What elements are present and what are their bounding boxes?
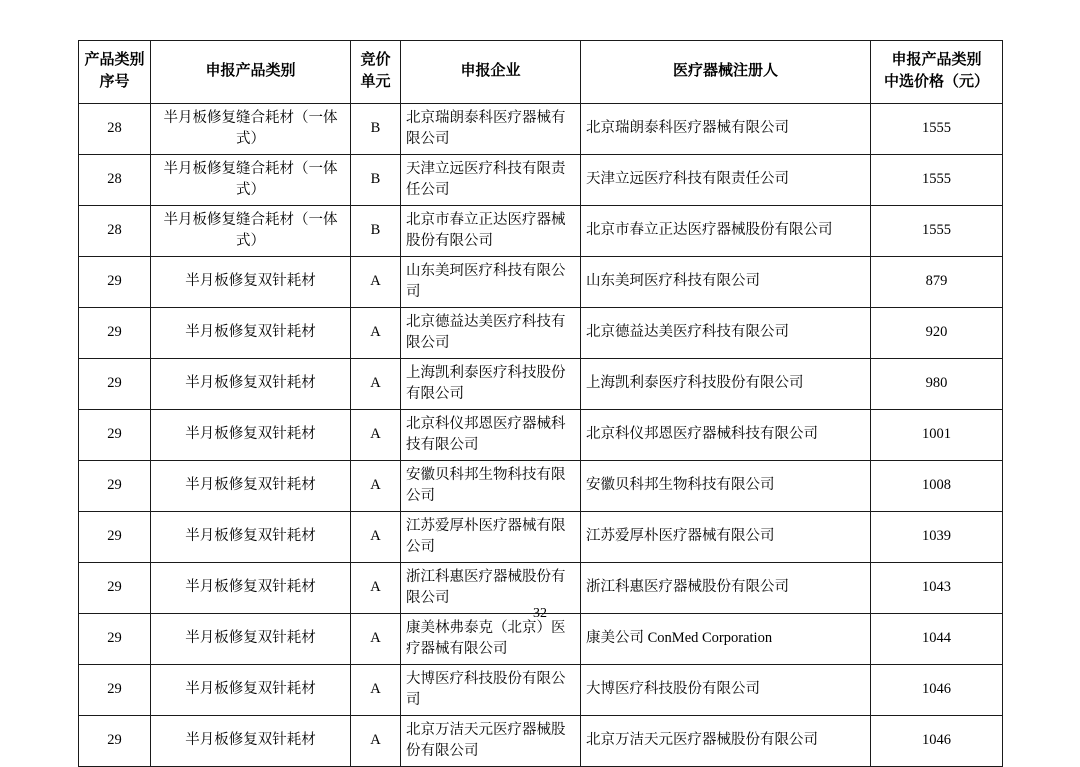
- cell-firm: 山东美珂医疗科技有限公司: [401, 256, 581, 307]
- cell-category: 半月板修复双针耗材: [151, 562, 351, 613]
- cell-category: 半月板修复双针耗材: [151, 460, 351, 511]
- cell-category: 半月板修复双针耗材: [151, 715, 351, 766]
- cell-index: 29: [79, 307, 151, 358]
- cell-price: 1555: [871, 205, 1003, 256]
- cell-price: 1008: [871, 460, 1003, 511]
- cell-firm: 康美林弗泰克（北京）医疗器械有限公司: [401, 613, 581, 664]
- cell-registrant: 上海凯利泰医疗科技股份有限公司: [581, 358, 871, 409]
- cell-unit: A: [351, 511, 401, 562]
- cell-index: 29: [79, 562, 151, 613]
- table-row: [79, 664, 1003, 715]
- cell-index: 29: [79, 256, 151, 307]
- cell-index: 29: [79, 358, 151, 409]
- cell-price: 1044: [871, 613, 1003, 664]
- bid-results-table: [78, 40, 1003, 767]
- table-row: [79, 307, 1003, 358]
- cell-firm: 北京科仪邦恩医疗器械科技有限公司: [401, 409, 581, 460]
- cell-registrant: 大博医疗科技股份有限公司: [581, 664, 871, 715]
- cell-price: 920: [871, 307, 1003, 358]
- cell-registrant: 天津立远医疗科技有限责任公司: [581, 154, 871, 205]
- cell-unit: A: [351, 613, 401, 664]
- cell-price: 1046: [871, 664, 1003, 715]
- cell-price: 1555: [871, 154, 1003, 205]
- cell-unit: A: [351, 664, 401, 715]
- cell-firm: 江苏爱厚朴医疗器械有限公司: [401, 511, 581, 562]
- cell-unit: A: [351, 409, 401, 460]
- cell-category: 半月板修复双针耗材: [151, 256, 351, 307]
- cell-price: 1043: [871, 562, 1003, 613]
- table-row: [79, 205, 1003, 256]
- cell-registrant: 浙江科惠医疗器械股份有限公司: [581, 562, 871, 613]
- cell-category: 半月板修复缝合耗材（一体式）: [151, 154, 351, 205]
- cell-price: 879: [871, 256, 1003, 307]
- table-row: [79, 460, 1003, 511]
- cell-index: 29: [79, 460, 151, 511]
- cell-price: 1555: [871, 103, 1003, 154]
- cell-category: 半月板修复双针耗材: [151, 409, 351, 460]
- cell-firm: 浙江科惠医疗器械股份有限公司: [401, 562, 581, 613]
- cell-index: 29: [79, 715, 151, 766]
- cell-unit: A: [351, 715, 401, 766]
- cell-index: 29: [79, 664, 151, 715]
- cell-registrant: 山东美珂医疗科技有限公司: [581, 256, 871, 307]
- cell-category: 半月板修复双针耗材: [151, 511, 351, 562]
- cell-unit: A: [351, 307, 401, 358]
- cell-index: 29: [79, 409, 151, 460]
- cell-registrant: 北京万洁天元医疗器械股份有限公司: [581, 715, 871, 766]
- cell-category: 半月板修复双针耗材: [151, 358, 351, 409]
- column-header-declared-product-category: 申报产品类别: [151, 41, 351, 104]
- table-row: [79, 409, 1003, 460]
- cell-index: 29: [79, 613, 151, 664]
- cell-unit: A: [351, 256, 401, 307]
- cell-registrant: 安徽贝科邦生物科技有限公司: [581, 460, 871, 511]
- column-header-selected-price: 申报产品类别 中选价格（元）: [871, 41, 1003, 104]
- column-header-device-registrant: 医疗器械注册人: [581, 41, 871, 104]
- cell-price: 980: [871, 358, 1003, 409]
- cell-price: 1039: [871, 511, 1003, 562]
- cell-category: 半月板修复双针耗材: [151, 307, 351, 358]
- cell-price: 1001: [871, 409, 1003, 460]
- cell-unit: B: [351, 154, 401, 205]
- table-row: [79, 154, 1003, 205]
- cell-registrant: 北京德益达美医疗科技有限公司: [581, 307, 871, 358]
- cell-firm: 天津立远医疗科技有限责任公司: [401, 154, 581, 205]
- cell-category: 半月板修复双针耗材: [151, 613, 351, 664]
- cell-unit: B: [351, 205, 401, 256]
- cell-unit: A: [351, 562, 401, 613]
- table-row: [79, 511, 1003, 562]
- bid-results-table-container: [78, 40, 1002, 767]
- table-row: [79, 358, 1003, 409]
- table-body: [79, 103, 1003, 766]
- table-row: [79, 103, 1003, 154]
- cell-unit: A: [351, 460, 401, 511]
- cell-unit: A: [351, 358, 401, 409]
- cell-firm: 北京瑞朗泰科医疗器械有限公司: [401, 103, 581, 154]
- table-header: [79, 41, 1003, 104]
- cell-firm: 北京德益达美医疗科技有限公司: [401, 307, 581, 358]
- cell-price: 1046: [871, 715, 1003, 766]
- cell-firm: 大博医疗科技股份有限公司: [401, 664, 581, 715]
- cell-category: 半月板修复双针耗材: [151, 664, 351, 715]
- cell-unit: B: [351, 103, 401, 154]
- cell-registrant: 北京市春立正达医疗器械股份有限公司: [581, 205, 871, 256]
- cell-firm: 安徽贝科邦生物科技有限公司: [401, 460, 581, 511]
- cell-index: 28: [79, 103, 151, 154]
- cell-category: 半月板修复缝合耗材（一体式）: [151, 103, 351, 154]
- cell-index: 28: [79, 154, 151, 205]
- column-header-product-category-index: 产品类别 序号: [79, 41, 151, 104]
- cell-registrant: 江苏爱厚朴医疗器械有限公司: [581, 511, 871, 562]
- column-header-bidding-unit: 竞价 单元: [351, 41, 401, 104]
- cell-firm: 北京市春立正达医疗器械股份有限公司: [401, 205, 581, 256]
- table-header-row: [79, 41, 1003, 104]
- cell-registrant: 北京科仪邦恩医疗器械科技有限公司: [581, 409, 871, 460]
- table-row: [79, 256, 1003, 307]
- cell-category: 半月板修复缝合耗材（一体式）: [151, 205, 351, 256]
- cell-firm: 上海凯利泰医疗科技股份有限公司: [401, 358, 581, 409]
- cell-registrant: 康美公司 ConMed Corporation: [581, 613, 871, 664]
- cell-index: 29: [79, 511, 151, 562]
- page-number: 32: [533, 606, 547, 621]
- table-row: [79, 715, 1003, 766]
- cell-firm: 北京万洁天元医疗器械股份有限公司: [401, 715, 581, 766]
- column-header-declaring-enterprise: 申报企业: [401, 41, 581, 104]
- cell-index: 28: [79, 205, 151, 256]
- cell-registrant: 北京瑞朗泰科医疗器械有限公司: [581, 103, 871, 154]
